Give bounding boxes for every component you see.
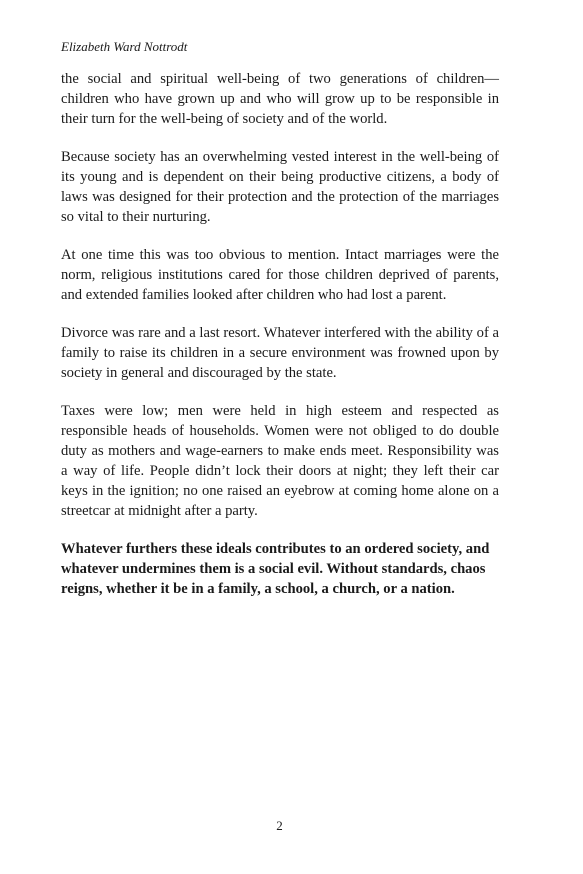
body-text bbox=[61, 69, 499, 617]
paragraph: Because society has an overwhelming vested interest in the well-being of its young and is dependent on their being productive citizens, a body of laws was designed for their protection and the protection of the marriages so vital to their nurturing. bbox=[61, 149, 499, 225]
bold-paragraph: Whatever furthers these ideals contributes to an ordered society, and whatever undermines them is a social evil. Without standards, chaos reigns, whether it be in a family, a school, a church, or a nation. bbox=[61, 541, 490, 597]
page-number: 2 bbox=[276, 818, 283, 833]
paragraph: At one time this was too obvious to mention. Intact marriages were the norm, religious institutions cared for those children deprived of parents, and extended families looked after children who had lost a parent. bbox=[61, 247, 499, 303]
paragraph: the social and spiritual well-being of two generations of children—children who have grown up and who will grow up to be responsible in their turn for the well-being of society and of the world. bbox=[61, 71, 499, 127]
paragraph: Taxes were low; men were held in high esteem and respected as responsible heads of households. Women were not obliged to do double duty as mothers and wage-earners to make ends meet. Responsibility was a way of life. People didn’t lock their doors at night; they left their car keys in the ignition; no one raised an eyebrow at coming home alone on a streetcar at midnight after a party. bbox=[61, 403, 499, 519]
paragraph: Divorce was rare and a last resort. Whatever interfered with the ability of a family to raise its children in a secure environment was frowned upon by society in general and discouraged by the state. bbox=[61, 325, 499, 381]
running-head-author: Elizabeth Ward Nottrodt bbox=[61, 39, 188, 54]
